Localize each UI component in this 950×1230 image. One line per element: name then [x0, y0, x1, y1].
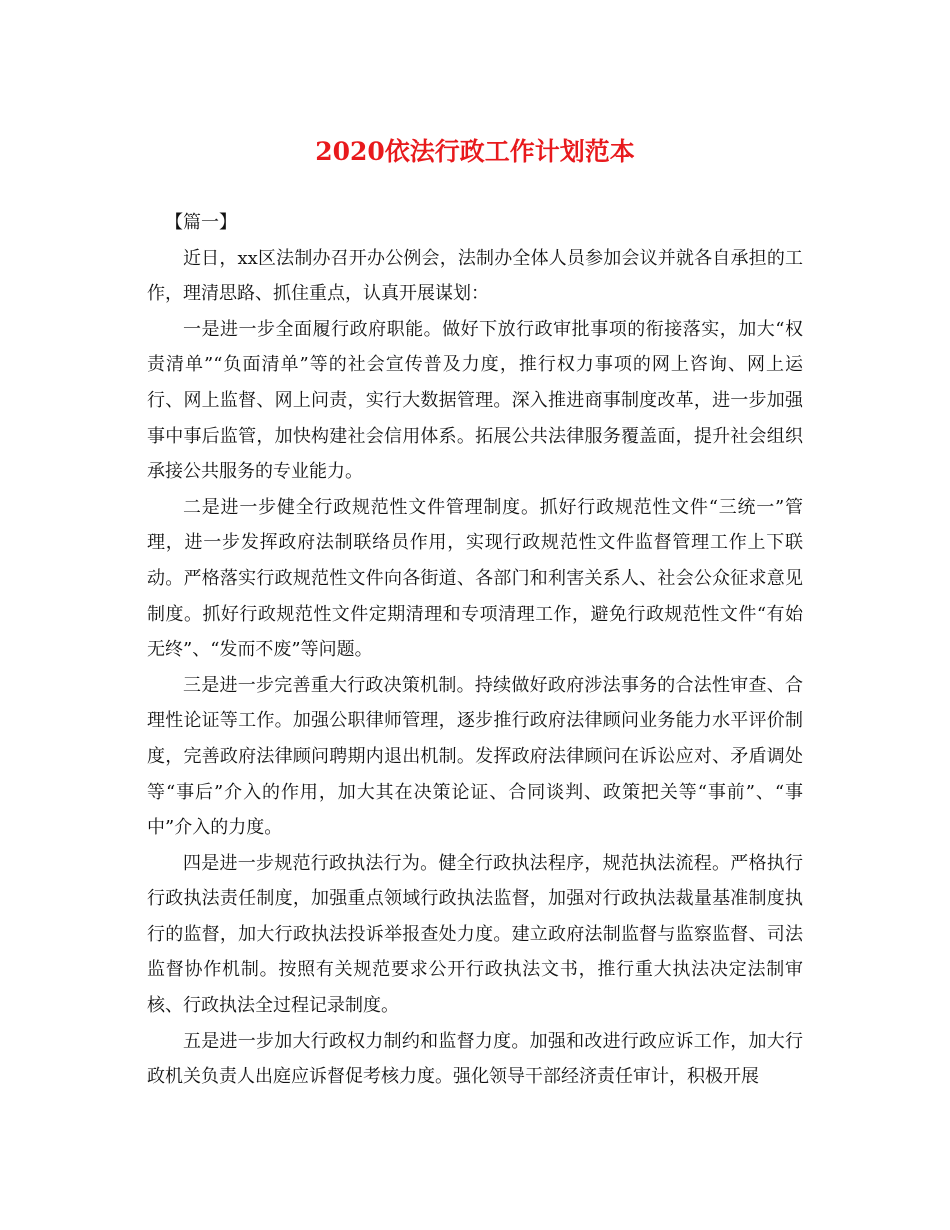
paragraph-item-1: 一是进一步全面履行政府职能。做好下放行政审批事项的衔接落实，加大“权责清单”“负面清单”等的社会宣传普及力度，推行权力事项的网上咨询、网上运行、网上监督、网上问责，实行大数据管理。深入推进商事制度改革，进一步加强事中事后监管，加快构建社会信用体系。拓展公共法律服务覆盖面，提升社会组织承接公共服务的专业能力。 [147, 318, 803, 483]
paragraph-item-5: 五是进一步加大行政权力制约和监督力度。加强和改进行政应诉工作，加大行政机关负责人出庭应诉督促考核力度。强化领导干部经济责任审计，积极开展 [147, 1030, 803, 1088]
paragraph-item-3: 三是进一步完善重大行政决策机制。持续做好政府涉法事务的合法性审查、合理性论证等工作。加强公职律师管理，逐步推行政府法律顾问业务能力水平评价制度，完善政府法律顾问聘期内退出机制。发挥政府法律顾问在诉讼应对、矛盾调处等“事后”介入的作用，加大其在决策论证、合同谈判、政策把关等“事前”、“事中”介入的力度。 [147, 674, 803, 839]
document-title: 2020依法行政工作计划范本 [315, 137, 635, 166]
section-label: 【篇一】 [165, 212, 237, 233]
paragraph-intro: 近日，xx区法制办召开办公例会，法制办全体人员参加会议并就各自承担的工作，理清思路、抓住重点，认真开展谋划： [147, 247, 803, 305]
document-body [147, 205, 803, 1095]
paragraph-item-4: 四是进一步规范行政执法行为。健全行政执法程序，规范执法流程。严格执行行政执法责任制度，加强重点领域行政执法监督，加强对行政执法裁量基准制度执行的监督，加大行政执法投诉举报查处力度。建立政府法制监督与监察监督、司法监督协作机制。按照有关规范要求公开行政执法文书，推行重大执法决定法制审核、行政执法全过程记录制度。 [147, 852, 803, 1017]
paragraph-item-2: 二是进一步健全行政规范性文件管理制度。抓好行政规范性文件“三统一”管理，进一步发挥政府法制联络员作用，实现行政规范性文件监督管理工作上下联动。严格落实行政规范性文件向各街道、各部门和利害关系人、社会公众征求意见制度。抓好行政规范性文件定期清理和专项清理工作，避免行政规范性文件“有始无终”、“发而不废”等问题。 [147, 496, 803, 661]
